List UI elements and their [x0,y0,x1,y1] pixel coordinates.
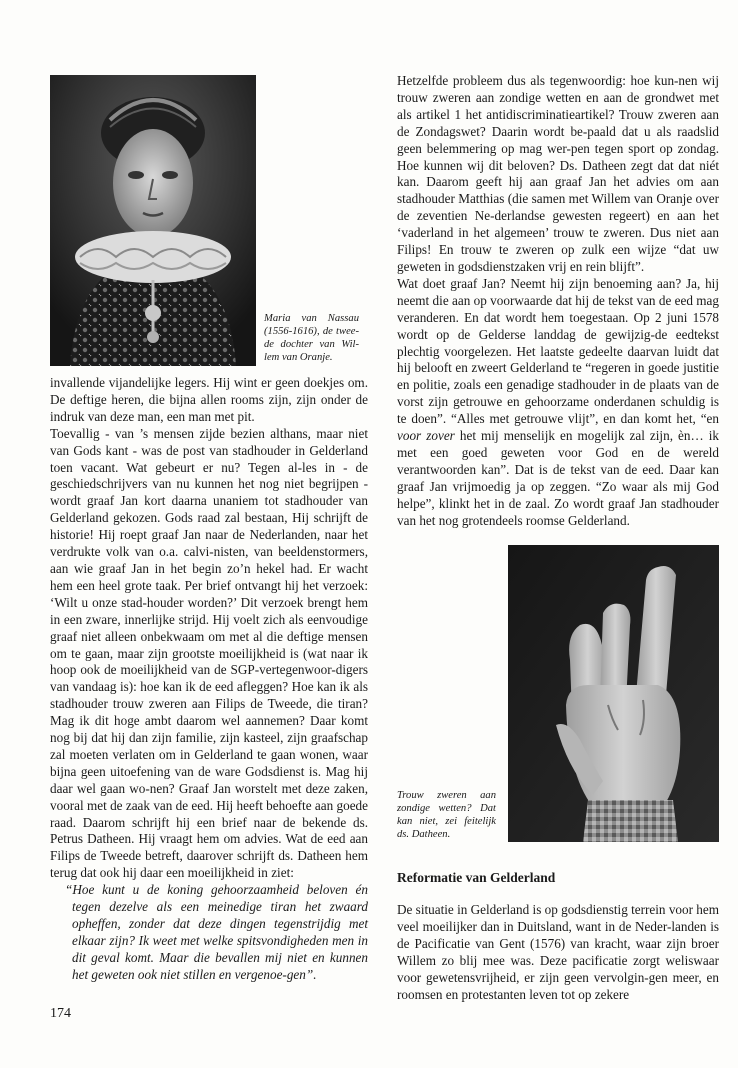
portrait-caption: Maria van Nassau (1556-1616), de twee-de dochter van Wil-lem van Oranje. [264,313,359,363]
left-paragraph-2: Toevallig - van ’s mensen zijde bezien althans, maar niet van Gods kant - was de post van stadhouder in Gelderland toen vacant. Wat gebeurt er nu? Tegen al-les in - de geschiedschrijvers van nu kunnen het nog niet begrijpen - wordt graaf Jan kort daarna unaniem tot stadhouder van Gelderland gekozen. Gods raad zal bestaan, Hij schrijft de historie! Hij roept graaf Jan naar de Nederlanden, naar het verdrukte volk van o.a. calvi-nisten, van beeldenstormers, aan wie graaf Jan in het begin zo’n hekel had. Er wacht hem een heel grote taak. Per brief ontvangt hij het verzoek: ‘Wilt u onze stad-houder worden?’ Dit verzoek brengt hem in een zware, innerlijke strijd. Hij voelt zich als eenvoudige graaf niet alleen onbekwaam om met al die deftige mensen om te gaan, maar zijn grootste moeilijkheid is (wat naar ik hoop ook de moeilijkheid van de SGP-vertegenwoor-digers van vandaag is): hoe kan ik de eed afleggen? Hoe kan ik als stadhouder trouw zweren aan Filips de Tweede, die tiran? Mag ik dit hoge ambt daarom wel aannemen? Daar komt nog bij dat hij dan zijn familie, zijn kasteel, zijn graafschap zal moeten verlaten om in Gelderland te gaan wonen, waar bijna geen uitoefening van de ware Godsdienst is. Mag hij daar wel gaan wo-nen? Graaf Jan worstelt met deze zaken, vooral met de zaak van de eed. Hij heeft behoefte aan goede raad. Daarom schrijft hij een brief naar de bekende ds. Petrus Datheen. Hij vraagt hem om advies. Wat de eed aan Filips de Tweede betreft, daarover schrijft ds. Datheen hem terug dat ook hij daar een moeilijkheid in ziet: [50,425,368,881]
page-number: 174 [50,1006,71,1021]
hand-drawing [508,545,719,842]
left-paragraph-1: invallende vijandelijke legers. Hij wint er geen doekjes om. De deftige heren, die bijna allen rooms zijn, zijn onder de indruk van deze man, een man met pit. [50,375,368,424]
paragraph-2-end: het mij menselijk en mogelijk zal zijn, èn… ik met een goed geweten voor God en de wereld verantwoorden kan”. Dat is de tekst van de eed. Daar kan graaf Jan vrijmoedig ja op zeggen. “Zo waar als mij God helpe”, klinkt het in de zaal. Zo wordt graaf Jan stadhouder van het nog grotendeels roomse Gelderland. [397,428,719,528]
portrait-image [50,75,256,366]
right-paragraph-1: Hetzelfde probleem dus als tegenwoordig: hoe kun-nen wij trouw zweren aan zondige wetten en aan de grondwet met als artikel 1 het antidiscriminatieartikel? Trouw zweren aan de Zondagswet? Daarin wordt be-paald dat u als raadslid geen belemmering op mag wer-pen tegen sport op zondag. Hoe kunnen wij dit beloven? Ds. Datheen zegt dat dat niét kan. Daarom geeft hij aan graaf Jan het advies om aan stadhouder Matthias (die samen met Willem van Oranje over de zeventien Ne-derlandse gewesten regeert) en aan het ‘vaderland in het algemeen’ trouw te zweren. Dus niet aan Filips! En trouw te zweren op zulk een wijze “dat uw geweten in godsdienstzaken vrij en rein blijft”. [397,73,719,274]
left-column [50,375,368,984]
section-heading: Reformatie van Gelderland [397,870,556,885]
paragraph-2-start: Wat doet graaf Jan? Neemt hij zijn benoeming aan? Ja, hij neemt die aan op voorwaarde dat hij de tekst van de eed mag veranderen. En dat wordt hem toegestaan. Op 2 juni 1578 wordt op de Gelderse landdag de gewijzig-de eedtekst plechtig voorgelezen. Het laatste gedeelte daarvan luidt dat hij belooft en zweert Gelderland te “regeren in goede justitie en politie, zoals een genadige stadhouder in de plaats van de vorst zijn getrouwe en gehoorzame onderdanen schuldig is te doen”. “Alles met getrouwe vlijt”, en dan komt het, “en [397,275,719,427]
emphasis-text: voor zover [397,428,455,444]
portrait-drawing [50,75,256,366]
right-column-top [397,73,719,529]
right-paragraph-3: De situatie in Gelderland is op godsdienstig terrein voor hem veel moeilijker dan in Duitsland, want in de Neder-landen is de Pacificatie van Gent (1576) van kracht, waar zijn broer Willem zo blij mee was. Deze pacificatie zorgt weliswaar voor gewetensvrijheid, er zijn geen vervolgin-gen meer, en roomsen en protestanten leven tot op zekere [397,902,719,1002]
datheen-quote: “Hoe kunt u de koning gehoorzaamheid beloven én tegen dezelve als een meinedige tiran het zwaard opheffen, zonder dat deze dingen tegenstrijdig met elkaar zijn? Ik weet met welke spitsvondigheden men in dit geval komt. Maar die bevallen mij niet en kunnen het geweten ook niet stillen en vergenoe-gen”. [65,882,368,982]
hand-caption: Trouw zweren aan zondige wetten? Dat kan niet, zei feitelijk ds. Datheen. [397,790,496,840]
right-column-bottom [397,902,719,1003]
right-paragraph-2 [397,276,719,530]
oath-hand-image [508,545,719,842]
